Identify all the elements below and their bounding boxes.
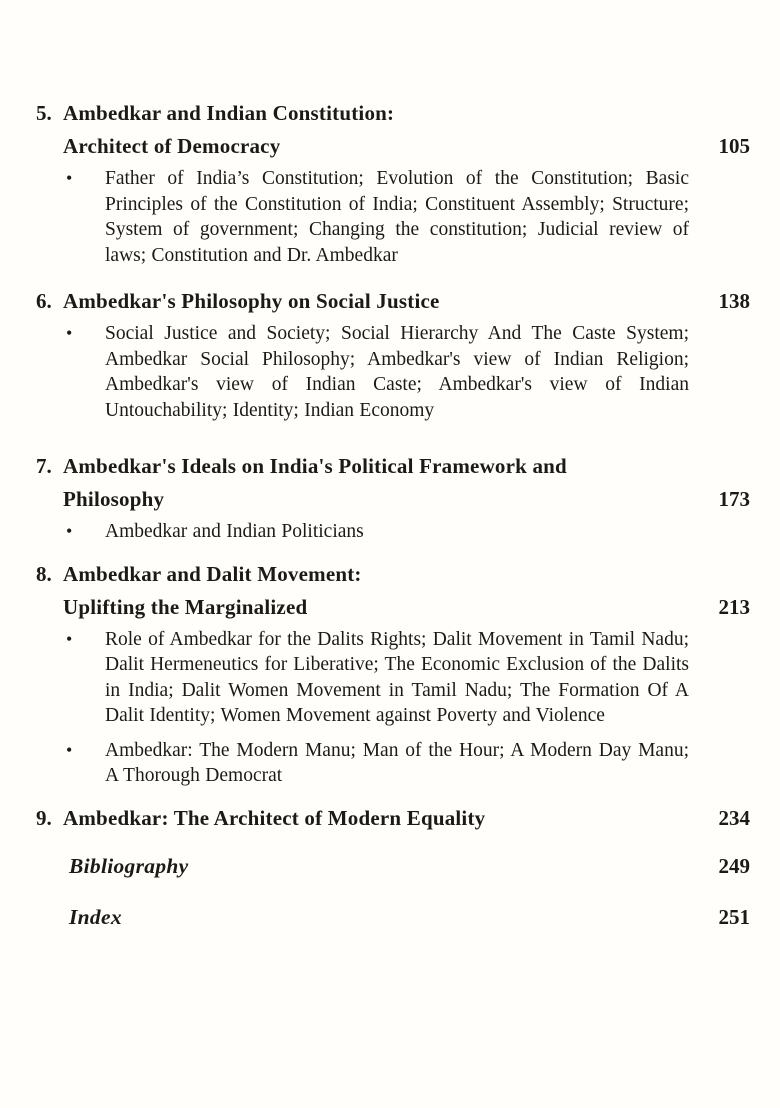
bullet-icon: • — [66, 168, 73, 188]
page-number: 173 — [718, 487, 750, 511]
back-matter-label: Bibliography — [69, 853, 189, 878]
bullet-text: Ambedkar and Indian Politicians — [105, 521, 364, 542]
entry-bullet — [36, 738, 750, 789]
entry-title-line: Ambedkar and Indian Constitution: — [63, 101, 395, 125]
page-number: 138 — [718, 289, 750, 313]
toc-entry-9 — [36, 802, 750, 835]
entry-title-line: Ambedkar and Dalit Movement: — [63, 561, 362, 586]
toc-entry-7 — [36, 450, 750, 545]
back-matter — [36, 851, 750, 932]
entry-title — [36, 285, 440, 318]
entry-heading — [36, 97, 750, 163]
bullet-text: Ambedkar: The Modern Manu; Man of the Hour; A Modern Day Manu; A Thorough Democrat — [105, 739, 689, 786]
entry-number: 7. — [36, 454, 52, 478]
back-matter-bibliography — [69, 851, 750, 881]
toc-entry-8 — [36, 558, 750, 789]
page-number: 105 — [718, 134, 750, 158]
entry-number: 6. — [36, 289, 52, 313]
entry-title — [36, 558, 362, 624]
page-number: 234 — [718, 805, 750, 830]
page-number: 249 — [718, 853, 750, 878]
entry-bullet — [36, 321, 750, 423]
bullet-icon: • — [66, 739, 73, 760]
entry-heading — [36, 450, 750, 516]
toc-entry-6 — [36, 285, 750, 423]
entry-title-line: Uplifting the Marginalized — [63, 594, 308, 619]
entry-title-line: Ambedkar: The Architect of Modern Equality — [63, 805, 486, 830]
entry-title-line: Philosophy — [63, 487, 165, 511]
entry-title — [36, 97, 394, 163]
bullet-text: Father of India’s Constitution; Evolution of the Constitution; Basic Principles of the Constitution of India; Constituent Assembly; Structure; System of government; Changing the constitution; Judicial review of laws; Constitution and Dr. Ambedkar — [105, 168, 689, 266]
entry-bullet — [36, 166, 750, 268]
entry-heading — [36, 558, 750, 624]
entry-title — [36, 802, 485, 835]
bullet-icon: • — [66, 521, 73, 541]
bullet-icon: • — [66, 323, 73, 343]
entry-title-line: Ambedkar's Ideals on India's Political Framework and — [63, 454, 567, 478]
entry-number: 9. — [36, 805, 52, 830]
entry-heading — [36, 802, 750, 835]
entry-number: 5. — [36, 101, 52, 125]
bullet-icon: • — [66, 628, 73, 649]
page-number: 251 — [718, 904, 750, 929]
entry-title — [36, 450, 567, 516]
back-matter-label: Index — [69, 904, 122, 929]
bullet-text: Social Justice and Society; Social Hierarchy And The Caste System; Ambedkar Social Philosophy; Ambedkar's view of Indian Religion; Ambedkar's view of Indian Caste; Ambedkar's view of Indian Untouchability; Identity; Indian Economy — [105, 323, 689, 421]
toc-entry-5 — [36, 97, 750, 268]
entry-bullet — [36, 627, 750, 729]
page-number: 213 — [718, 594, 750, 619]
entry-heading — [36, 285, 750, 318]
entry-bullet — [36, 519, 750, 545]
entry-title-line: Architect of Democracy — [63, 134, 281, 158]
entry-number: 8. — [36, 561, 52, 586]
back-matter-index — [69, 902, 750, 932]
bullet-text: Role of Ambedkar for the Dalits Rights; Dalit Movement in Tamil Nadu; Dalit Hermeneutics for Liberative; The Economic Exclusion of the Dalits in India; Dalit Women Movement in Tamil Nadu; The Formation Of A Dalit Identity; Women Movement against Poverty and Violence — [105, 628, 689, 726]
entry-title-line: Ambedkar's Philosophy on Social Justice — [63, 289, 440, 313]
